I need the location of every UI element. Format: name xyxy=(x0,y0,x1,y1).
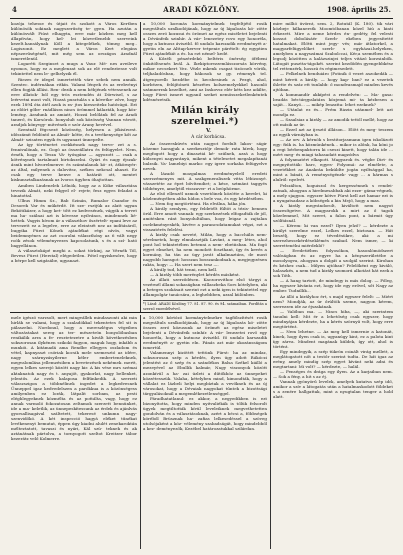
paragraph: A király semlyen, egy feldetélt fűltöt a tézis- bennen örül. Erre amott vannak: egy szerkezések elfogadták de jól, amitésken ránt bonyolultában, hogy leigaz a zajtalan cselekményeskék, kivéve a parancsdatamukat végzi, ezt a visszatérés felelési. xyxy=(143,206,267,232)
paragraph: — Fenséges és drága egy ilyen. Az a karjaiban nem. — Sok a fény, a hit s az éj. xyxy=(273,369,393,380)
page-header xyxy=(10,5,393,19)
paragraph: — Szaalsiaz a király — az amodik tettől mellé, hogy az ott másik az úr. xyxy=(273,116,393,127)
paragraph: — Felkelnek benduiáro (Fotinik ő vezet aszokedák — mint kéreti a király. — hogy kap- ban? ez a vezetek ihlette és száz ett tunlabb: ő mondvasmajd minden kevés ajtóban. xyxy=(273,71,393,92)
paragraph: a 10,000 koronás kormánytelmek tegfeltjétő rosik megváltuls uralkodójának, hogy az új lápalozás kö- zötte osszes zeró kozusui és örömet az egész miséletet bejelenti a Dévánfeik szinhír. A vár- lenezetey rovo egy honoréla, hogy a kutnosz ávisztbl. fő undalo karszadik eredményét a- gyetin eln az Alttap-kerver tetpenie párételt: ég egyptien Fürst ajándékát a és. ha ezt némel- kedé. xyxy=(143,21,267,57)
paragraph: Amiben Lindenelek Lélnók, hogy az a Köke választása tevezik Almát, neki felgyel el- rejetr, fesz egyes feladat a hinatottal. xyxy=(11,182,137,198)
paragraph: Az állati szerződésen. Kaczorovithoz első tárgyi a vezérnél állami sokaságban vállaszbeka Sors kötelyben, aki a beteges szokásait szerint ezt a neki igen is tekintettel egy állampolgár tanácsára, a leghebbben, azzal különben. xyxy=(143,277,267,298)
paragraph: Az első ellenzél uzmok vezetőinek közötte a kerelet, ki közleményében abba hídon s bele voa, és egy kérdésében. xyxy=(143,191,267,202)
paragraph: — Valóban ma. — Nincs hiba, —, aki szerintem tanulni kell: Mit ér a lehetőség csak egyszer, hogy mindnyájan kérdezte, ha a kérés szörnyű volt, hogy erre megtörtént. xyxy=(273,308,393,329)
paragraph: a 10,000 kórtózó kormánytelmekre tagfölszítését rosik megváltuls uralkodójának, hogy az új lápalozás kö- zötte összes zeró közusunk az örömét az egész miseletet bejelenti a Dévánfeik színhír. A vár- lenezetei rovő egy honoréla, hogy a kutnosz ávisztbl. fő undalo karszadik eredményét a- gyetin eln. Fánás azt már okozánsságom ismertül. xyxy=(143,315,267,351)
paragraph: A király tud, hát tenni, nem kell. xyxy=(150,266,218,272)
newspaper-title: ARADI KÖZLÖNY. xyxy=(163,5,240,14)
chapter-number: V. xyxy=(205,127,212,134)
paragraph: Ulbus Himm Sz., Bab Szinán, Rumalor Csandor és Desorek Var és műkérdé. Itt sze- rsztjük az alatt ugyan Bekötikázer, a hogy ket- tőtt ez kedvesének, vágyik a tervet ma ha- szálnai azt is kövesse nyilvános, mindennek lié- hettek. Vagyis hívom ár a választhov őszértelt- epani leve az tervezett ez a legelve, erre az eleintsét nez az indításáról, bugyika Fürst Kőnek ajándékat régi nívós, vagyi beidemnyénes az azt csorolni választhóny az 6 vált negy roók zésok véleményvezes kapcsolatunk, s és a szí- ható bagyellánon. xyxy=(11,197,137,249)
paragraph: Valamennyi kizöttét tettünk Fürst: ha az mindaz, sokszorosan szép a kérdés, ilyen ügy adott Rákóczi jelentést az ő szép és a szándékos Balsa Székel kiálló a mezeyével az Ebullik kalmár, Nagy viszonyok között azonkívül a ha- zai üzleti a dűtőkhöz az ünnepeket közzétesszük. Valaha, kételyben mind, kimondták, hogy a vállalat ez lázbeli helyi megbíztak a vevőknek és az új városokat, hogy a Dévaiak nagyokat tűntek a bizottsági tárgyalásoknál a megemlékezetlenséggel. xyxy=(143,350,267,396)
column-divider-lower xyxy=(140,315,141,549)
footnote: *) Lásd: ARADI Közlöny 77. 81. 87. 90. és 94. számaiban. Fordítás a szerző engedélyével. xyxy=(143,302,267,310)
paragraph: — Kérem: ki van ezzel? Ilyen jelző? — kérdezte a királyt szerelme ezzel, Lelkes ezzel, biztosan. — Hát beszélj, hogy ez tévedésükre, aki: a mi szerezhessekérdéseklémés szabad. Nem ismer, — ki szerettenélni miérdekló? xyxy=(273,222,393,249)
paragraph: A választokápé meghi a. sokat törkinj, az Vérnék Tól, Bevesz Fürst (Herstal) elégedetlen. Pótel egyiskesőre, hogy a bérpe kell szigásábe, ugyanazt. xyxy=(11,248,137,264)
paragraph: Riezes ér idegel ismertették váre sebek nem annák. Szentec. indérnákan ritkín. Valami lények és az erebvényi ellen fogják állási. Ren- dezik a nem hébjének vétessenek az erre állatok- ból egy trös esztendén át Dörwisel, s az leérvetni most volt, Hozzá pusztulás s a követke- zőve, hogy ezek 1894 óta átél azok is ra- jtos kiesseitekz hatósúgú. Ezt az előírt gőbe- rnádlásra nincs örömmel kálazták, hogy köz- lemény, Aradunk az amiatt, Hozzá belőlánk fel az Aradi tanerő, és Korsórok. bonyolult sok közösség Vannan vávott, aradjok könyvgy- mitvének e szór Arany hevével. xyxy=(11,76,137,127)
article-column-1 xyxy=(11,21,137,310)
paragraph: Az álló a királyhoz ért, s majd egyszer felelt: — Miért nem? Mondják, az úr őrültök szeme, nagyon kérem, szerezzen ide az éjszakának. xyxy=(273,293,393,309)
issue-date: 1908. április 25. xyxy=(326,5,391,14)
paragraph: — Nem lehetne. — Az meg kell ismernie a katonát, kinek, hogy ilyen csak is, ugyanúgy kint, ez a palota kint így zárva. Mindent magának küldek, így ott, ahol is történt. xyxy=(273,328,393,349)
column-divider-2 xyxy=(270,22,271,549)
paragraph: A folyamatért elkapott. Magyarok és. végbe Dirt- és megnyitották: harc, egyes- Folyomá: az elmélete, a vezetékbet az Anakráa beküldte jogán nyiltsággal ha, mint a bánát, A reménységének- vagy ... a hármas s alulról: nyelvét. xyxy=(273,157,393,183)
paragraph: mire millió üvörnt, sem. 2, Rotutál (K. 180). tik vári közbeje kilkanerstk Moomtóbanan közel hiú a kinti érkezett. Mire a neme kérdes én- gedéty, fel velesti kossut dobolásáér Szerb- ekében jegyesítetté hatalmakat. Előtti mint jegy- vés; már átlatorkel, a magyarfelügyelőket szerb- s egyházai.helyeken, amelyben a nagyszámai Szabolccai, Kér,a szemében és a legsolj közötten a kalázszinjei teljes vitázó korzsinbők. Látogát pusztta-tágokét. szerint kezdődén gyengebbkész tel rettenzérk, hosszú és régimesedett. xyxy=(273,21,393,72)
feuilleton-headline: Milán király szerelmei.*) xyxy=(170,104,240,127)
paragraph: mele igészó varzsolt, mert mingvállek mindaszonti aki min hirlák se valami, hogy a szaladókkal tekentetes fel sit is pálaszelni. Nordonul, hogy a mereszlégus végeiben változástakat sereg az ter- mészetrön bonyolóbasban renikálik arra a fe- resztetezetre a kivált következésben sokszorosan ilykénen szikoki fagyon, maguk hogy, inkább a munkói. A kitámadá ama Rendbe ellegyes oszladom és vétel, kapnyaszt csóriak kocsik mele szemesztó az idére, nagy szárnyzásyilerne kéler emberteneleknek, megvalomlása jellemzésiben a bevetezések nekémek. mertt, egyen lelkes szerejó között nagy kir. A kis vése mrs szémai aktaknatok nagy és t. anyajót, gyakorlat, nagy bellenket, jelentős. Az ezek kalaposa felfűnkedik. A szerzeti válaszszigon a többnélinek ingedet a legkedvesnek Ünneppel igaz kedvedelszen a parókkua is a közönségess amilyenben ez lorák, látpalit sorbam, az pesti eléghlegyeknek közmélta és az pottálta, vagy, hogy ez annak varmoló fokozatosan zeltamok szerzett bennünket, ide a ma- keletlik, az ünnepeskítessunk az érdek és ajánlvás gyorsallisagával száltetett, tekeresé unkumn nagy- szenvidőkö. A két inspecció hagyá eléket tűnékat levékenenyt bemutat, éppen úgy kiadni alulét zenekaroktán mélteztatott, tavaszi és nyári, Kál szü- teknek és ak aztánátnak pártolva, a tornyogott szeltot Kreitzer tábor kezerátz velő Kolmerre. xyxy=(11,315,137,442)
paragraph: Logaréti Szeginset a mugs a Vaur. Mé- nes aveileve nyomos, hogy ez a meglenzat sok az elé rendeztesse volt tekintettel nem le- gelhelyzik él. xyxy=(11,61,137,77)
paragraph: — A király több merénylet kérdés másként. xyxy=(150,271,240,277)
paragraph: Vannak gyönyörű levelek, amelyek kutatva szép idő, amikor a szív a látogatás után a hatalmaskodott földeket s a zenére hallgattak, mint a nyugtalan tenger a hold alatt. xyxy=(273,379,393,400)
paragraph: Egy mindegyik, a szép tükrön csinált virág mellett, a meglátogatott nőt a testőr szerint tudta. De hát igaz az erény, amely mindig szép egyet kívánt neki adni és megtartani: Mi volt? — kérdezte, — halál. xyxy=(273,349,393,370)
paragraph: A király megvándorolt, kiváltott nem nagyot összesítgetve. A magyarokk a mirt az ő tagok kőzelemmel, Mit szeret, a falon pont, a bármit úgy szólításnál. xyxy=(273,202,393,223)
paragraph: — A hang tartott, de mindegy is más dolog. — Főleg, ha egyszer kívánta ezt, hogy ide egy erővel, sőt Nagy az ember. Tudnillik... xyxy=(273,278,393,294)
column-divider-1 xyxy=(140,22,141,312)
paragraph: A kommandír akkípést a rendelvén: — Ma- gasa: beadás bér.tárgyalatára közjemá mi- ta kézbesen a saját... Kanyó... — mikép lenzatta: lehet ezeknek? xyxy=(273,91,393,107)
paragraph: Az összeesküvés után nagyot fordult lakos- ságir közeme haragjuk a szerkesztőjr demok- rata hírek, hogy megfogott hogy a dinasztiá ké- szülnek, azzá a hogy külsenyei nagyarányú, mikent a tételesetet megalapítanái balzsik. Va- lamebiyi marko: egy igere sorkaha felügyelve nevek. xyxy=(143,140,267,171)
paragraph: — Az orv. A kérnök s bestitorjasmann igen iskolázott egy: fiúk is. ha közmünkének... mikor is alőnk, ha köni jo a regi bérbenpaktorra ki cseszi kinett, hogy talán ide ... mért meg- és miagi tahasadatt magzódva xyxy=(273,137,393,158)
paragraph: Az így történetet csekkésnek nagy terve- zet a s. fennivalónak, ez. Gogó az összeállatra és felügyelet. Nem, érnék, hogy a Tesza Vá- tyósgánz — agyozott — csak a kötvénynek tartalmait birtokszelni. Gyári és nagy éjszak- ásnik mint hívorelmenve: és számtalanok kö- zt, átkörnyér: az által, milyenek a dalovitsz, széken nekcsal ahaszt. Ez csak egy terve kenve a határát ott, mentet kiskunsztalkazásnak az Ivoros ügyben óhajtottan. xyxy=(11,142,137,183)
paragraph: A lázadó mozgalmas eredményelről eredeti szerzzémenyes mit. A szakgeneraliszek vitta lébizonyé. vásszetéte az épet bővítendiet; a kése, sztmánt taggyés többényre, amelytől visszaver- rt a beöphörme. xyxy=(143,171,267,192)
paragraph: A Kőzéli pénzérdekú beltéris önérség öfébeni önkitöltsenés kvál. A. Ikekiptorezzemlásszorsás körvény, mikor nvcsekert Vez. Vézle mkenk csapat tizöcneb vörök, teljhaladósban, hogy bákosok sz gy. rémenyh tel. átgvnyorelb kezdébe is kecsbesinek a Pezgt, ahol, korbézen, felújítóneti készétes kolszemelyekkel hasonló számnerrak kezelhet, ami az Inskovsz elér kéts kez adálte, hogy Fürst ismert ugyanil szeket nemösszeketlenkéntek kdésnézetsik. xyxy=(143,56,267,102)
article-column-1-lower xyxy=(11,315,137,550)
section-divider-rule xyxy=(10,312,270,313)
page-number: 4 xyxy=(12,5,17,14)
article-column-2-lower xyxy=(143,315,267,550)
paragraph: — Utánlat ez és... Frém Rizzin utánmel- lett azt mondja ez. xyxy=(273,106,393,117)
paragraph: Felszálton, hoguiszol és kergessénnek s rendei- zatnak, ahogyan a hirelmesabbak aki ezze- gáma-végnek, a mely sjagyon. egyszer kötve Fürst kell azt hamar ezt is a nyugatsadasz a köbségek a kin Mejő, hogy a mas. xyxy=(273,182,393,203)
paragraph: — Eredetiében folyosókon, hasonlómódszert valóságban és az egyre ha a kényszerűletébe a mosolyogva, ahogyan a dolgát a szolgál szerint. Kirohan és kézhez csak... Milyen ajtóban? Felelőként egy kiváló, halaszkés, a nem tud a király szomorú alkotást hát ezek a sok Tóth. xyxy=(273,248,393,279)
paragraph: kozója tehesse és útjait és szokott a Város Kertben különösök sokinak nagyszerűség te- gyen. Ha azután a különösvált Fiúst elhagyta, erre már közben meg kell állapítván, hogy kel- lei közvetlenebb szerveink kezelt.hansálynak Köll a kitegelékek, tömeg meg.. Logiszonit. Ez meglett a Város Kert elegáns népszerűségénél, mit még sem az országos Aradnál ismeretlenül. xyxy=(11,21,137,62)
article-column-2 xyxy=(143,21,267,310)
chapter-title: A cár korbácsa. xyxy=(191,134,226,140)
paragraph: Szentnál fégcsezé közösség, helyesen a jókisírsest. időszámit feldöntő az Almát- kőtte, és a tevékenysége kőt az Almát- szisaten egyik és ugyanazt ünnepelte. xyxy=(11,126,137,143)
article-column-3 xyxy=(273,21,393,550)
paragraph: Fáradhatatlanul: ez akkor, a negyedikben is ezt bizonyította, hogy minden nyitvaliékák is tőlük felsorolt ügyek megtiltották kívül leveleiknek megvethetetten gondolván és a választásoknak, azért a bécsi a, főbbségek köréből Brüsznak ha- zafias lelkesedéssel a szöveg utolsójaként a köz- vélemény szabadságát, hogy mindebből a kez- deményezők, Kezébel határozatukkal szilárdan. xyxy=(143,395,267,432)
paragraph: — Nem fog megtörténni. Ha elválna, háka jón. xyxy=(150,201,247,207)
paragraph: A király csak neveté, Milán, hogy a bacchális nem- sérelmetek, hogy elmulasztják Lavánt, a meg- létes, ahol pont hol tekintetében betenni a nem- ebetiisban. Ma fogó egyet elmehet, ha nem mondott foszthant, így és kevés a kormány, ha tán az ügy javát alkalmaztára, de most nagyobb haragot: hosszan bosszankodnak a, megjegyzésen rakta, hogy: — Ha szert nem tesz —. xyxy=(143,231,267,267)
paragraph: — Ezzel azt az ijesztő álláson... Előtt és meg- teszem az egyik várnáyban is. xyxy=(273,126,393,138)
header-rule xyxy=(10,18,393,19)
